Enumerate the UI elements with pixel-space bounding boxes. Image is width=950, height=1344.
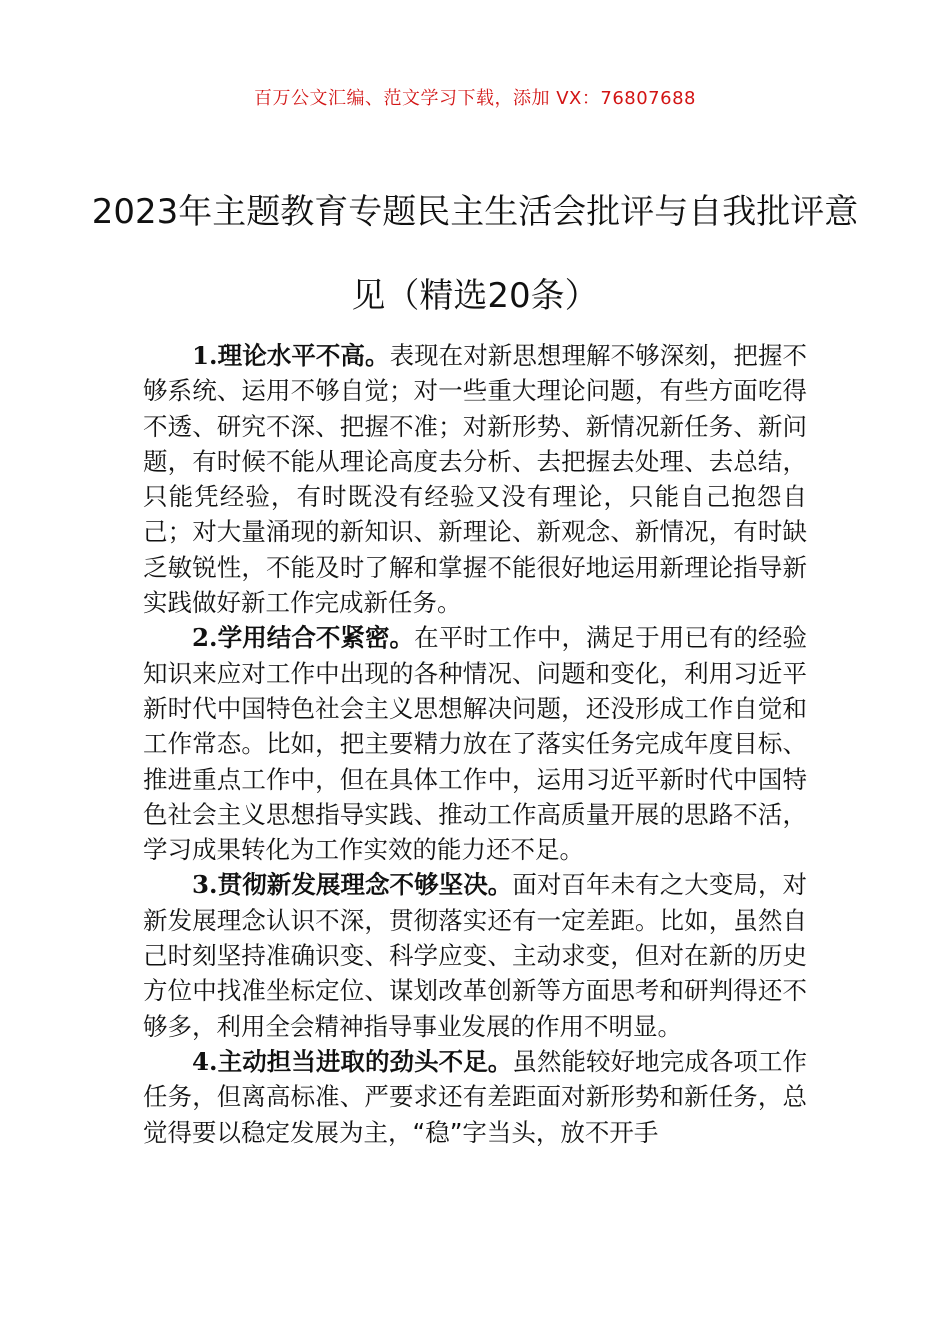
- item-text: 面对百年未有之大变局，对新发展理念认识不深，贯彻落实还有一定差距。比如，虽然自己时刻坚持准确识变、科学应变、主动求变，但对在新的历史方位中找准坐标定位、谋划改革创新等方面思考和研判得还不够多，利用全会精神指导事业发展的作用不明显。: [143, 870, 808, 1041]
- paragraph-item-2: [143, 620, 807, 867]
- paragraph-item-1: [143, 338, 807, 620]
- item-heading: 1.理论水平不高。: [192, 341, 390, 370]
- paragraph-item-4: [143, 1044, 807, 1150]
- paragraph-item-3: [143, 867, 807, 1043]
- item-heading: 3.贯彻新发展理念不够坚决。: [192, 870, 513, 900]
- promo-banner: 百万公文汇编、范文学习下载，添加 VX：76807688: [254, 88, 696, 109]
- document-title: 2023年主题教育专题民主生活会批评与自我批评意见（精选20条）: [91, 192, 859, 316]
- item-text: 虽然能较好地完成各项工作任务，但离高标准、严要求还有差距面对新形势和新任务，总觉得要以稳定发展为主，“稳”字当头，放不开手: [143, 1046, 808, 1147]
- item-text: 表现在对新思想理解不够深刻，把握不够系统、运用不够自觉；对一些重大理论问题，有些方面吃得不透、研究不深、把握不准；对新形势、新情况新任务、新问题，有时候不能从理论高度去分析、去把握去处理、去总结，只能凭经验，有时既没有经验又没有理论，只能自己抱怨自己；对大量涌现的新知识、新理论、新观念、新情况，有时缺乏敏锐性，不能及时了解和掌握不能很好地运用新理论指导新实践做好新工作完成新任务。: [143, 341, 808, 618]
- item-text: 在平时工作中，满足于用已有的经验知识来应对工作中出现的各种情况、问题和变化，利用习近平新时代中国特色社会主义思想解决问题，还没形成工作自觉和工作常态。比如，把主要精力放在了落实任务完成年度目标、推进重点工作中，但在具体工作中，运用习近平新时代中国特色社会主义思想指导实践、推动工作高质量开展的思路不活，学习成果转化为工作实效的能力还不足。: [143, 623, 807, 865]
- document-body: [143, 338, 807, 1150]
- item-heading: 4.主动担当进取的劲头不足。: [192, 1046, 513, 1076]
- item-heading: 2.学用结合不紧密。: [192, 623, 415, 653]
